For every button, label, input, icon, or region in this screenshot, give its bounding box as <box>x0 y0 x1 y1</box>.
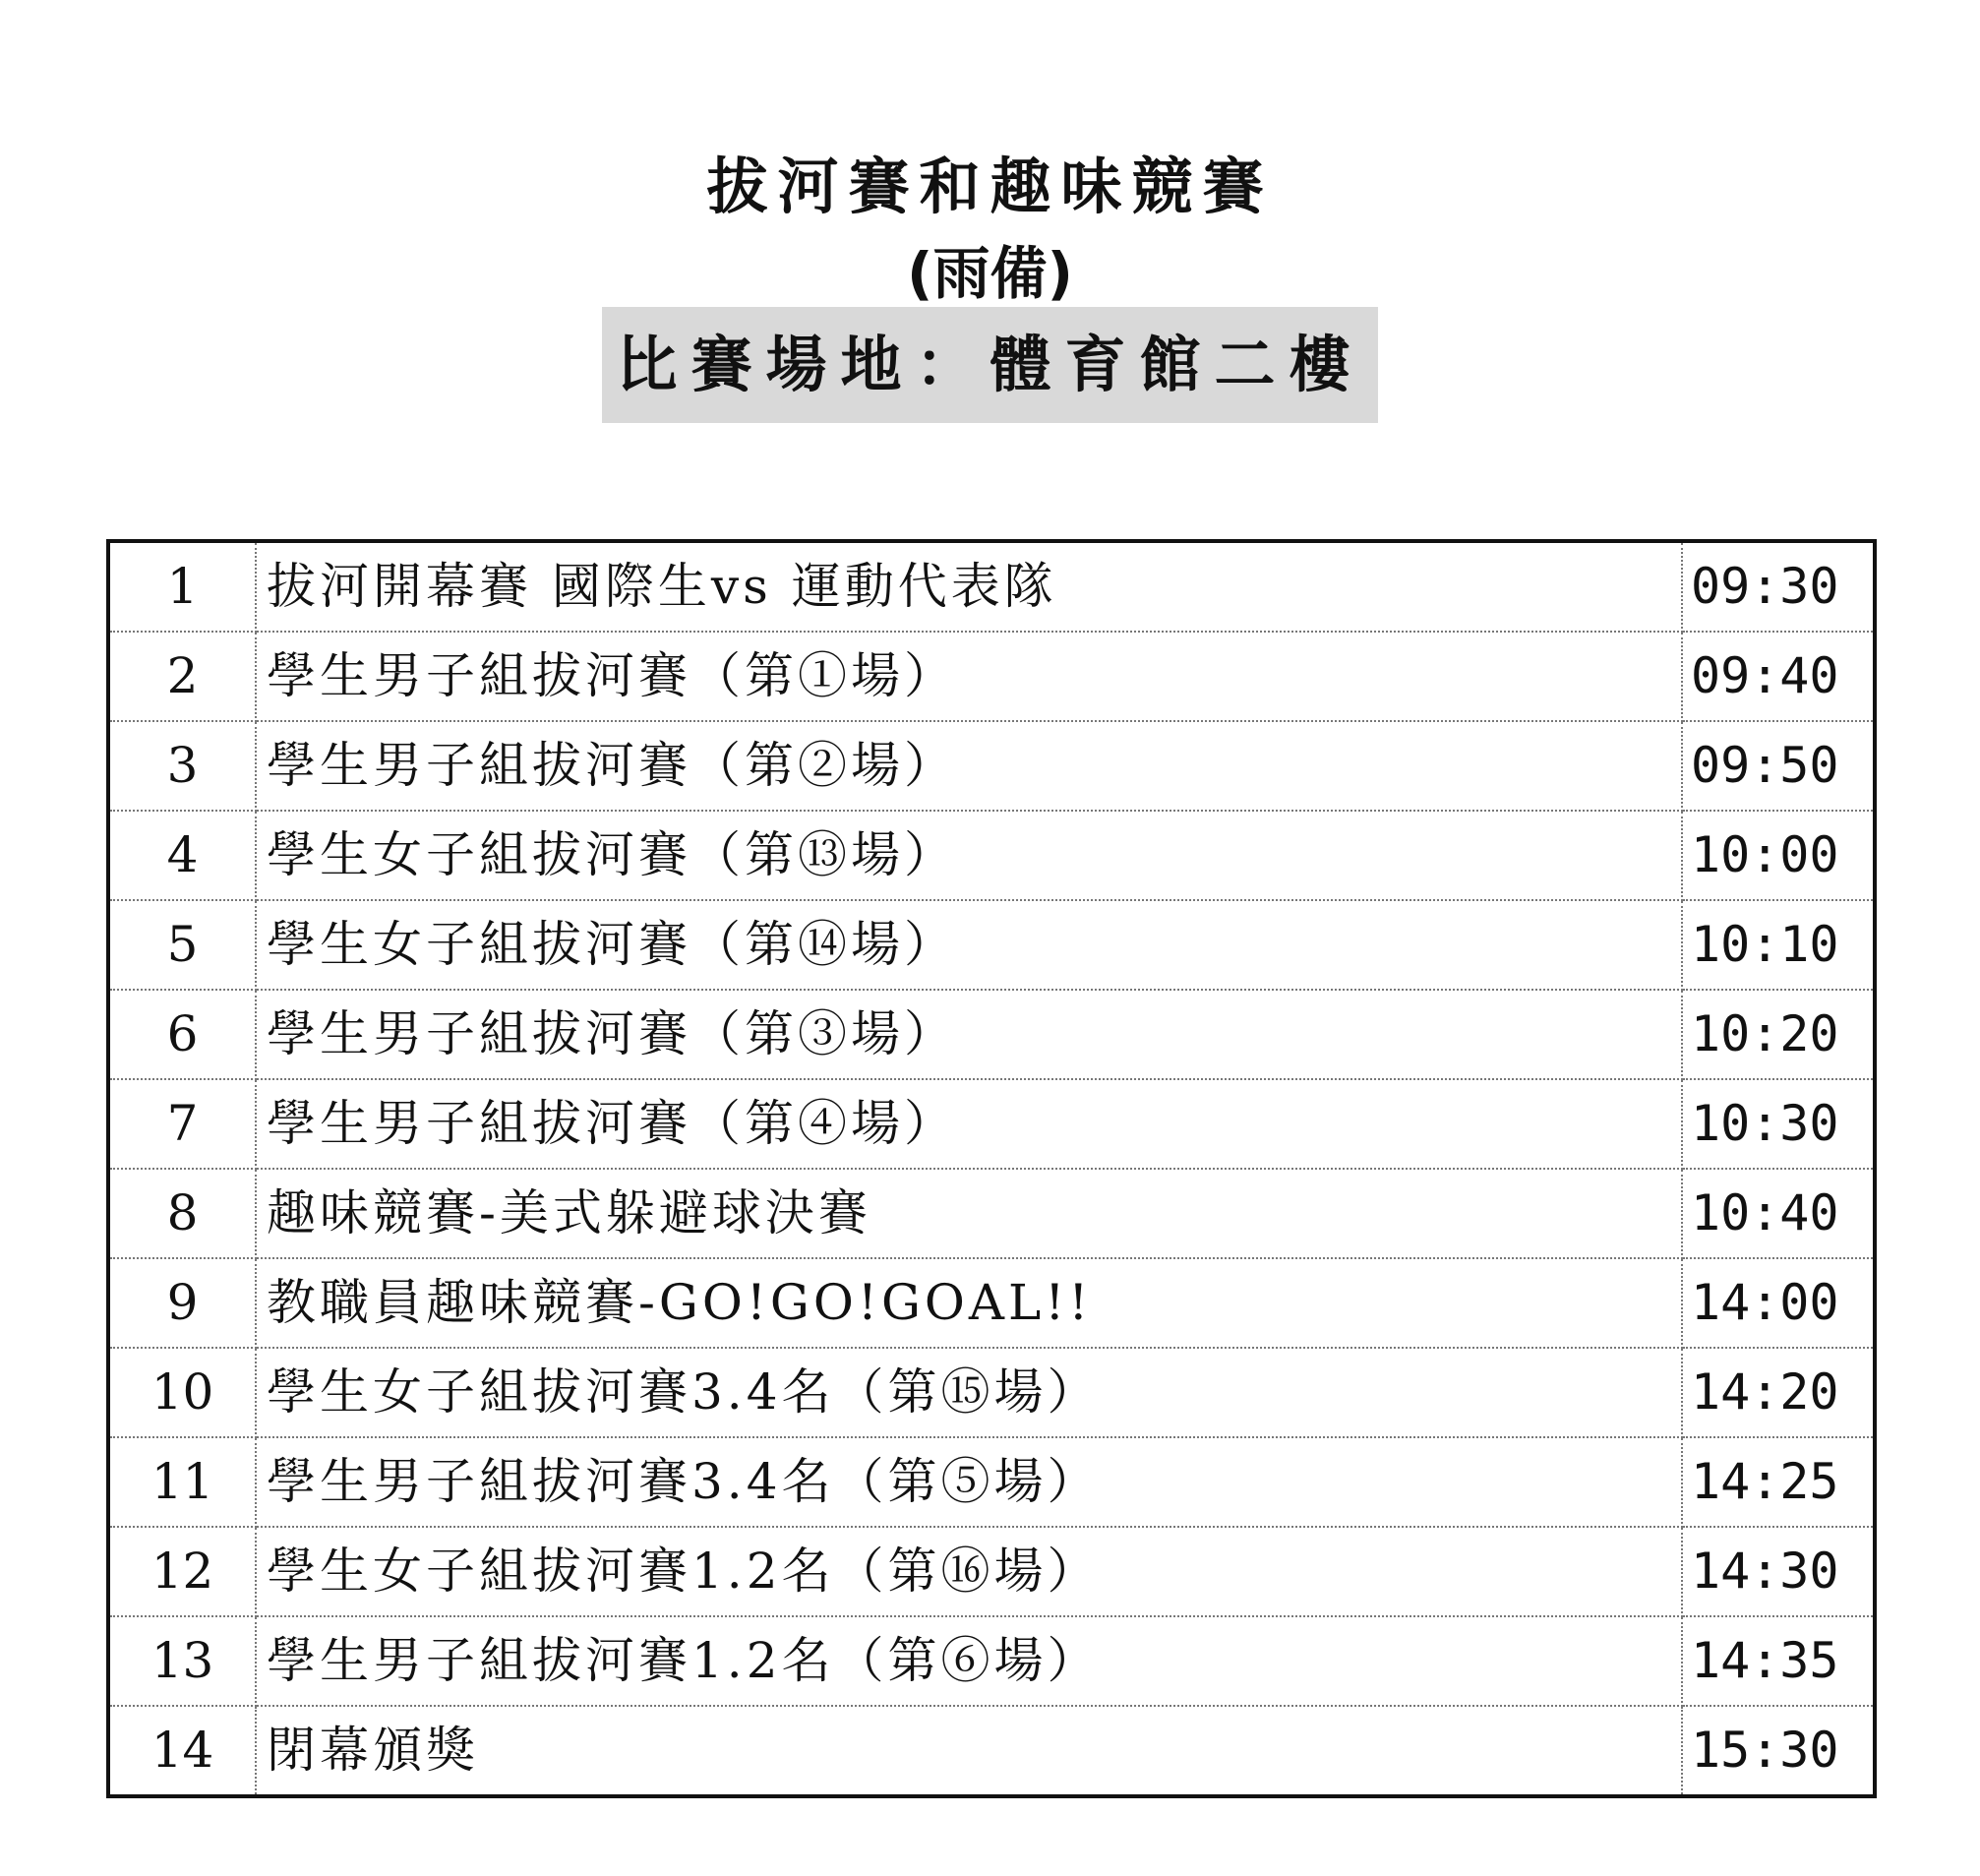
event-name: 學生男子組拔河賽（第①場） <box>256 632 1682 721</box>
event-time: 10:00 <box>1682 811 1875 900</box>
row-number: 6 <box>108 990 256 1079</box>
table-row <box>108 1348 1875 1437</box>
event-name: 學生女子組拔河賽（第⑭場） <box>256 900 1682 990</box>
page-subtitle: (雨備) <box>906 240 1074 307</box>
event-time: 14:20 <box>1682 1348 1875 1437</box>
schedule-table <box>106 539 1877 1798</box>
row-number: 5 <box>108 900 256 990</box>
event-name: 學生男子組拔河賽3.4名（第⑤場） <box>256 1437 1682 1527</box>
row-number: 4 <box>108 811 256 900</box>
table-row <box>108 900 1875 990</box>
event-name: 教職員趣味競賽-GO!GO!GOAL!! <box>256 1258 1682 1348</box>
table-row <box>108 1258 1875 1348</box>
page-title: 拔河賽和趣味競賽 <box>706 151 1274 222</box>
event-name: 學生男子組拔河賽（第③場） <box>256 990 1682 1079</box>
event-time: 14:25 <box>1682 1437 1875 1527</box>
event-name: 學生女子組拔河賽3.4名（第⑮場） <box>256 1348 1682 1437</box>
table-row <box>108 721 1875 811</box>
event-time: 09:30 <box>1682 541 1875 632</box>
row-number: 12 <box>108 1527 256 1616</box>
row-number: 14 <box>108 1706 256 1796</box>
event-time: 09:50 <box>1682 721 1875 811</box>
event-time: 15:30 <box>1691 1722 1839 1779</box>
row-number: 9 <box>108 1258 256 1348</box>
event-time: 14:35 <box>1682 1616 1875 1706</box>
row-number: 11 <box>108 1437 256 1527</box>
event-time: 14:30 <box>1682 1527 1875 1616</box>
row-number: 1 <box>108 541 256 632</box>
event-time: 10:40 <box>1682 1169 1875 1258</box>
table-row <box>108 632 1875 721</box>
table-row <box>108 1169 1875 1258</box>
event-time: 10:20 <box>1682 990 1875 1079</box>
event-time: 10:10 <box>1682 900 1875 990</box>
venue-banner <box>0 307 1980 423</box>
event-name: 學生男子組拔河賽（第④場） <box>256 1079 1682 1169</box>
event-time: 10:30 <box>1682 1079 1875 1169</box>
event-name: 拔河開幕賽 國際生vs 運動代表隊 <box>256 541 1682 632</box>
event-name: 學生男子組拔河賽1.2名（第⑥場） <box>256 1616 1682 1706</box>
table-row <box>108 1706 1875 1796</box>
event-time: 14:00 <box>1682 1258 1875 1348</box>
table-row <box>108 1616 1875 1706</box>
event-time: 09:40 <box>1682 632 1875 721</box>
event-name: 學生女子組拔河賽（第⑬場） <box>256 811 1682 900</box>
table-row <box>108 1437 1875 1527</box>
event-name: 閉幕頒獎 <box>256 1706 1682 1796</box>
venue-label: 比賽場地：體育館二樓 <box>602 307 1377 423</box>
table-row <box>108 811 1875 900</box>
row-number: 13 <box>108 1616 256 1706</box>
event-name: 學生女子組拔河賽1.2名（第⑯場） <box>256 1527 1682 1616</box>
row-number: 2 <box>108 632 256 721</box>
table-row <box>108 990 1875 1079</box>
table-row <box>108 541 1875 632</box>
row-number: 8 <box>108 1169 256 1258</box>
row-number: 10 <box>108 1348 256 1437</box>
event-name: 趣味競賽-美式躲避球決賽 <box>256 1169 1682 1258</box>
row-number: 7 <box>108 1079 256 1169</box>
table-row <box>108 1527 1875 1616</box>
table-row <box>108 1079 1875 1169</box>
row-number: 3 <box>108 721 256 811</box>
event-name: 學生男子組拔河賽（第②場） <box>256 721 1682 811</box>
